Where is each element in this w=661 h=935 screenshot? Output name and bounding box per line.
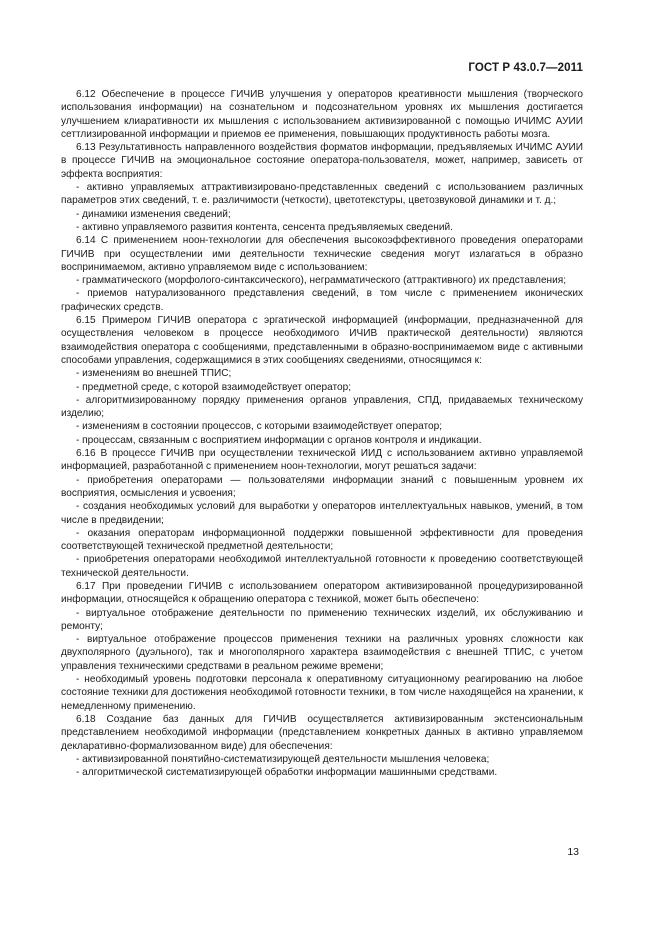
list-item: - предметной среде, с которой взаимодействует оператор; xyxy=(76,381,352,393)
list-item: - приемов натурализованного представления сведений, в том числе с применением иконических графических средств. xyxy=(61,288,583,313)
paragraph: 6.15 Примером ГИЧИВ оператора с эргатической информацией (информации, предназначенной для осуществления человеком в процессе необходимого ИЧИВ практической деятельности) являются взаимодействия оператора с сообщениями, представленными в образно-воспринимаемом виде с активными способами управления, содержащимися в этих сообщениях сведениями, относящимся к: xyxy=(61,315,583,366)
list-item: - алгоритмической систематизирующей обработки информации машинными средствами. xyxy=(76,767,498,779)
list-item: - активизированной понятийно-систематизирующей деятельности мышления человека; xyxy=(76,753,490,765)
page-number: 13 xyxy=(567,846,579,858)
paragraph: 6.18 Создание баз данных для ГИЧИВ осуществляется активизированным экстенсиональным представлением необходимой информации (представлением конкретных данных в активно управляемом декларативно-формализованном виде) для обеспечения: xyxy=(61,713,583,752)
list-item: - приобретения операторами необходимой интеллектуальной готовности к проведению соответствующей технической деятельности. xyxy=(61,554,583,579)
list-item: - необходимый уровень подготовки персонала к оперативному ситуационному реагированию на любое состояние техники для достижения необходимой готовности техники, в том числе находящейся на хранении, к немедленному применению. xyxy=(61,674,583,712)
paragraph: 6.17 При проведении ГИЧИВ с использованием оператором активизированной процедуризированной информации, относящейся к обращению оператора с техникой, может быть обеспечено: xyxy=(61,580,583,606)
list-item: - виртуальное отображение деятельности по применению технических изделий, их обслуживанию и ремонту; xyxy=(61,607,583,632)
list-item: - грамматического (морфолого-синтаксического), неграмматического (аттрактивного) их представления; xyxy=(76,275,567,287)
paragraph: 6.16 В процессе ГИЧИВ при осуществлении технической ИИД с использованием активно управляемой информацией, разработанной с применением ноон-технологии, могут решаться задачи: xyxy=(61,448,583,473)
list-item: - алгоритмизированному порядку применения органов управления, СПД, придаваемых техническому изделию; xyxy=(61,394,583,420)
standard-header: ГОСТ Р 43.0.7—2011 xyxy=(468,62,583,74)
paragraph: 6.12 Обеспечение в процессе ГИЧИВ улучшения у операторов креативности мышления (творческого использования информации) на сознательном и подсознательном уровнях их мышления достигается улучшением клиаративности их мышления с использованием активизированной с помощью ИЧИМС АУИИ сеттлизированной информации и приемов ее применения, повышающих продуктивность работы мозга. xyxy=(61,89,583,140)
list-item: - процессам, связанным с восприятием информации с органов контроля и индикации. xyxy=(76,434,482,446)
list-item: - изменениям во внешней ТПИС; xyxy=(76,368,232,380)
list-item: - оказания операторам информационной поддержки повышенной эффективности для проведения соответствующей технической предметной деятельности; xyxy=(61,527,583,553)
paragraph: 6.14 С применением ноон-технологии для обеспечения высокоэффективного проведения операторами ГИЧИВ при осуществлении ими деятельности технические сведения могут излагаться в образно воспринимаемом, активно управляемом виде с использованием: xyxy=(61,235,583,273)
list-item: - динамики изменения сведений; xyxy=(76,208,231,220)
list-item: - активно управляемого развития контента, сенсента предъявляемых сведений. xyxy=(76,221,453,233)
list-item: - изменениям в состоянии процессов, с которыми взаимодействует оператор; xyxy=(76,421,443,433)
list-item: - создания необходимых условий для выработки у операторов интеллектуальных навыков, умений, в том числе в предвидении; xyxy=(61,501,583,526)
list-item: - приобретения операторами — пользователями информации знаний с повышенным уровнем их восприятия, осмысления и усвоения; xyxy=(61,474,583,499)
list-item: - активно управляемых аттрактивизировано-представленных сведений с использованием различных параметров этих сведений, т. е. различимости (четкости), цветотекстуры, цветозвуковой динамики и т. д.; xyxy=(61,182,583,207)
list-item: - виртуальное отображение процессов применения техники на различных уровнях сложности как двухполярного (дуэльного), так и многополярного характера взаимодействия с внешней ТПИС, с учетом управления техническими средствами в реальном режиме времени; xyxy=(61,634,583,672)
paragraph: 6.13 Результативность направленного воздействия форматов информации, предъявляемых ИЧИМС АУИИ в процессе ГИЧИВ на эмоциональное состояние оператора-пользователя, может, например, зависеть от эффекта восприятия: xyxy=(61,142,583,180)
document-body xyxy=(61,88,583,779)
